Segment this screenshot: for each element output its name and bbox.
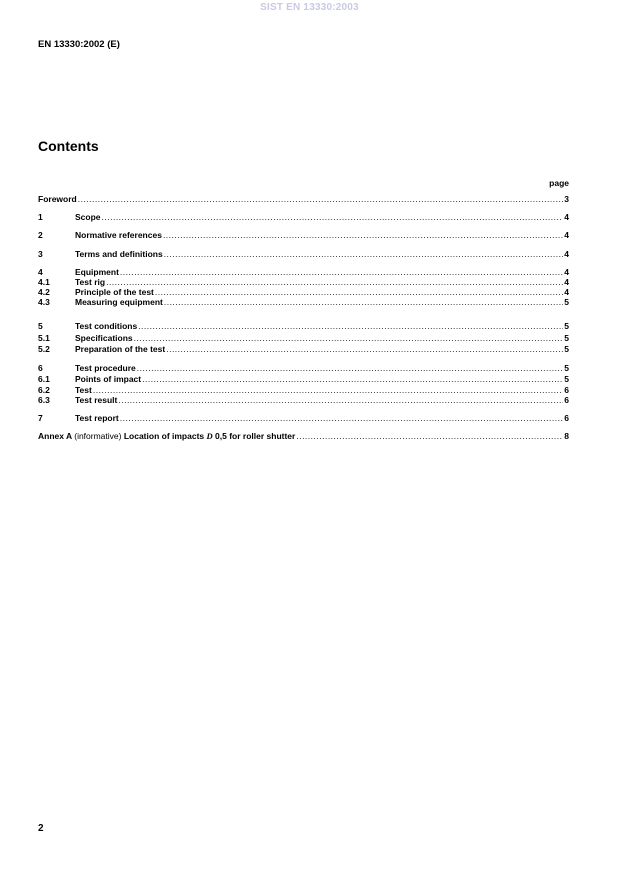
toc-entry-page: 5 xyxy=(564,363,569,373)
toc-entry-1[interactable] xyxy=(38,212,569,223)
toc-entry-number: 5.1 xyxy=(38,333,50,343)
toc-entry-title: Test xyxy=(75,385,92,395)
toc-entry-title: Terms and definitions xyxy=(75,249,163,259)
toc-entry-number: 7 xyxy=(38,413,43,423)
toc-entry-title: Foreword xyxy=(38,194,77,204)
toc-entry-number: 5.2 xyxy=(38,344,50,354)
annex-label: Annex A xyxy=(38,431,72,441)
toc-dot-leader xyxy=(166,344,563,355)
toc-entry-title: Specifications xyxy=(75,333,133,343)
toc-dot-leader xyxy=(163,230,563,241)
toc-entry-page: 5 xyxy=(564,321,569,331)
toc-dot-leader xyxy=(134,333,564,344)
document-id: EN 13330:2002 (E) xyxy=(38,39,120,50)
toc-entry-foreword[interactable] xyxy=(38,194,569,205)
toc-dot-leader xyxy=(137,363,563,374)
toc-entry-number: 4.3 xyxy=(38,297,50,307)
toc-entry-title: Measuring equipment xyxy=(75,297,163,307)
toc-annex-title xyxy=(38,431,295,442)
toc-entry-title: Normative references xyxy=(75,230,162,240)
annex-title-pre: Location of impacts xyxy=(123,431,205,441)
toc-entry-page: 5 xyxy=(564,344,569,354)
toc-entry-5-2[interactable] xyxy=(38,344,569,355)
toc-entry-6-1[interactable] xyxy=(38,374,569,385)
toc-entry-number: 4.2 xyxy=(38,287,50,297)
toc-entry-number: 6.2 xyxy=(38,385,50,395)
toc-entry-page: 5 xyxy=(564,297,569,307)
toc-entry-number: 6 xyxy=(38,363,43,373)
toc-entry-title: Preparation of the test xyxy=(75,344,166,354)
toc-dot-leader xyxy=(142,374,563,385)
annex-title-variable: D xyxy=(206,431,213,441)
toc-entry-number: 2 xyxy=(38,230,43,240)
toc-entry-5-1[interactable] xyxy=(38,333,569,344)
toc-dot-leader xyxy=(120,413,563,424)
toc-entry-number: 5 xyxy=(38,321,43,331)
toc-dot-leader xyxy=(78,194,564,205)
toc-entry-4-3[interactable] xyxy=(38,297,569,308)
toc-entry-title: Points of impact xyxy=(75,374,142,384)
toc-entry-page: 4 xyxy=(564,287,569,297)
toc-entry-page: 4 xyxy=(564,267,569,277)
toc-entry-7[interactable] xyxy=(38,413,569,424)
toc-entry-page: 8 xyxy=(564,431,569,441)
toc-entry-3[interactable] xyxy=(38,249,569,260)
toc-entry-number: 4.1 xyxy=(38,277,50,287)
toc-entry-page: 3 xyxy=(564,194,569,204)
toc-entry-number: 3 xyxy=(38,249,43,259)
toc-entry-6[interactable] xyxy=(38,363,569,374)
toc-entry-page: 6 xyxy=(564,385,569,395)
toc-dot-leader xyxy=(118,395,563,406)
toc-entry-6-3[interactable] xyxy=(38,395,569,406)
toc-entry-page: 4 xyxy=(564,277,569,287)
toc-dot-leader xyxy=(296,431,563,442)
toc-entry-page: 5 xyxy=(564,374,569,384)
toc-entry-page: 4 xyxy=(564,249,569,259)
toc-entry-page: 4 xyxy=(564,212,569,222)
toc-entry-number: 6.1 xyxy=(38,374,50,384)
page-number: 2 xyxy=(38,823,44,834)
toc-entry-5[interactable] xyxy=(38,321,569,332)
toc-dot-leader xyxy=(138,321,563,332)
toc-entry-title: Test result xyxy=(75,395,118,405)
annex-note: (informative) xyxy=(74,431,122,441)
toc-entry-page: 6 xyxy=(564,395,569,405)
toc-entry-title: Test procedure xyxy=(75,363,136,373)
toc-entry-number: 4 xyxy=(38,267,43,277)
annex-title-post: 0,5 for roller shutter xyxy=(215,431,296,441)
toc-entry-number: 1 xyxy=(38,212,43,222)
page-column-header: page xyxy=(549,178,569,188)
toc-entry-annex-a[interactable] xyxy=(38,431,569,442)
toc-entry-page: 5 xyxy=(564,333,569,343)
toc-entry-title: Equipment xyxy=(75,267,119,277)
toc-entry-title: Test rig xyxy=(75,277,106,287)
toc-entry-number: 6.3 xyxy=(38,395,50,405)
toc-dot-leader xyxy=(102,212,564,223)
toc-entry-title: Principle of the test xyxy=(75,287,154,297)
toc-entry-page: 6 xyxy=(564,413,569,423)
toc-entry-title: Scope xyxy=(75,212,101,222)
watermark: SIST EN 13330:2003 xyxy=(260,2,359,13)
toc-dot-leader xyxy=(164,249,564,260)
toc-entry-title: Test conditions xyxy=(75,321,138,331)
contents-heading: Contents xyxy=(38,138,99,154)
toc-dot-leader xyxy=(164,297,563,308)
toc-entry-title: Test report xyxy=(75,413,119,423)
toc-entry-2[interactable] xyxy=(38,230,569,241)
toc-entry-page: 4 xyxy=(564,230,569,240)
